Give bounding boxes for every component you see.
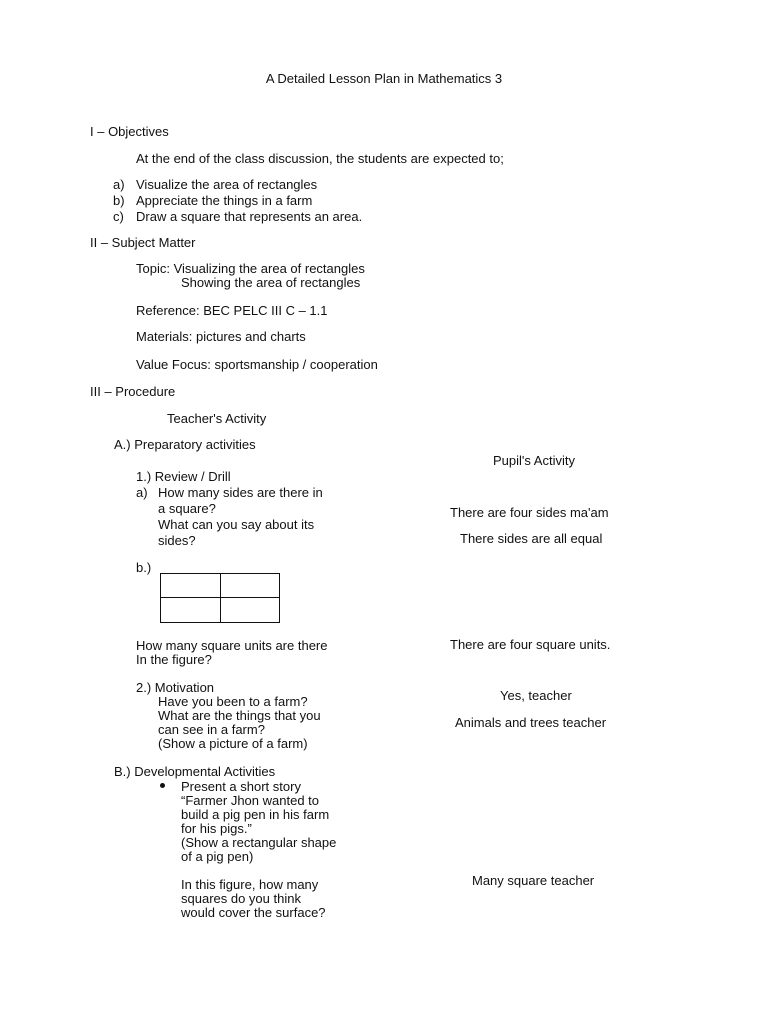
question-line: What can you say about its <box>158 517 315 532</box>
pupil-answer: Animals and trees teacher <box>455 715 607 730</box>
figure-question-line: would cover the surface? <box>181 905 326 920</box>
procedure-heading: III – Procedure <box>90 384 176 399</box>
story-line: of a pig pen) <box>181 849 254 864</box>
objective-item: Visualize the area of rectangles <box>136 177 318 192</box>
reference-line: Reference: BEC PELC III C – 1.1 <box>136 303 328 318</box>
objective-marker: a) <box>113 177 125 192</box>
question-line: How many sides are there in <box>158 485 323 500</box>
review-heading: 1.) Review / Drill <box>136 469 231 484</box>
preparatory-heading: A.) Preparatory activities <box>114 437 256 452</box>
objective-item: Draw a square that represents an area. <box>136 209 363 224</box>
objective-item: Appreciate the things in a farm <box>136 193 313 208</box>
pupil-answer: Yes, teacher <box>500 688 572 703</box>
story-line: (Show a rectangular shape <box>181 835 337 850</box>
materials-line: Materials: pictures and charts <box>136 329 306 344</box>
question-marker: a) <box>136 485 148 500</box>
motivation-line: Have you been to a farm? <box>158 694 308 709</box>
pupil-answer: There sides are all equal <box>460 531 603 546</box>
pupil-answer: There are four square units. <box>450 637 611 652</box>
question-line: a square? <box>158 501 216 516</box>
motivation-line: can see in a farm? <box>158 722 265 737</box>
motivation-heading: 2.) Motivation <box>136 680 215 695</box>
question-line: In the figure? <box>136 652 212 667</box>
topic-line: Topic: Visualizing the area of rectangles <box>136 261 365 276</box>
question-line: How many square units are there <box>136 638 328 653</box>
story-line: build a pig pen in his farm <box>181 807 330 822</box>
objectives-heading: I – Objectives <box>90 124 169 139</box>
page-title: A Detailed Lesson Plan in Mathematics 3 <box>265 71 503 86</box>
subject-matter-heading: II – Subject Matter <box>90 235 196 250</box>
grid-divider <box>220 574 221 622</box>
square-units-figure <box>160 573 280 623</box>
motivation-line: (Show a picture of a farm) <box>158 736 308 751</box>
teacher-activity-header: Teacher's Activity <box>167 411 267 426</box>
objective-marker: b) <box>113 193 125 208</box>
value-focus-line: Value Focus: sportsmanship / cooperation <box>136 357 378 372</box>
story-line: for his pigs.” <box>181 821 252 836</box>
figure-question-line: squares do you think <box>181 891 301 906</box>
question-line: sides? <box>158 533 196 548</box>
story-line: Present a short story <box>181 779 301 794</box>
grid-divider <box>161 597 279 598</box>
figure-question-line: In this figure, how many <box>181 877 319 892</box>
objectives-intro: At the end of the class discussion, the students are expected to; <box>136 151 504 166</box>
objective-marker: c) <box>113 209 124 224</box>
pupil-activity-header: Pupil's Activity <box>493 453 575 468</box>
item-b-marker: b.) <box>136 560 152 575</box>
pupil-answer: Many square teacher <box>472 873 595 888</box>
bullet-icon <box>160 783 165 788</box>
story-line: “Farmer Jhon wanted to <box>181 793 320 808</box>
developmental-heading: B.) Developmental Activities <box>114 764 276 779</box>
motivation-line: What are the things that you <box>158 708 321 723</box>
pupil-answer: There are four sides ma'am <box>450 505 609 520</box>
topic-line: Showing the area of rectangles <box>181 275 361 290</box>
